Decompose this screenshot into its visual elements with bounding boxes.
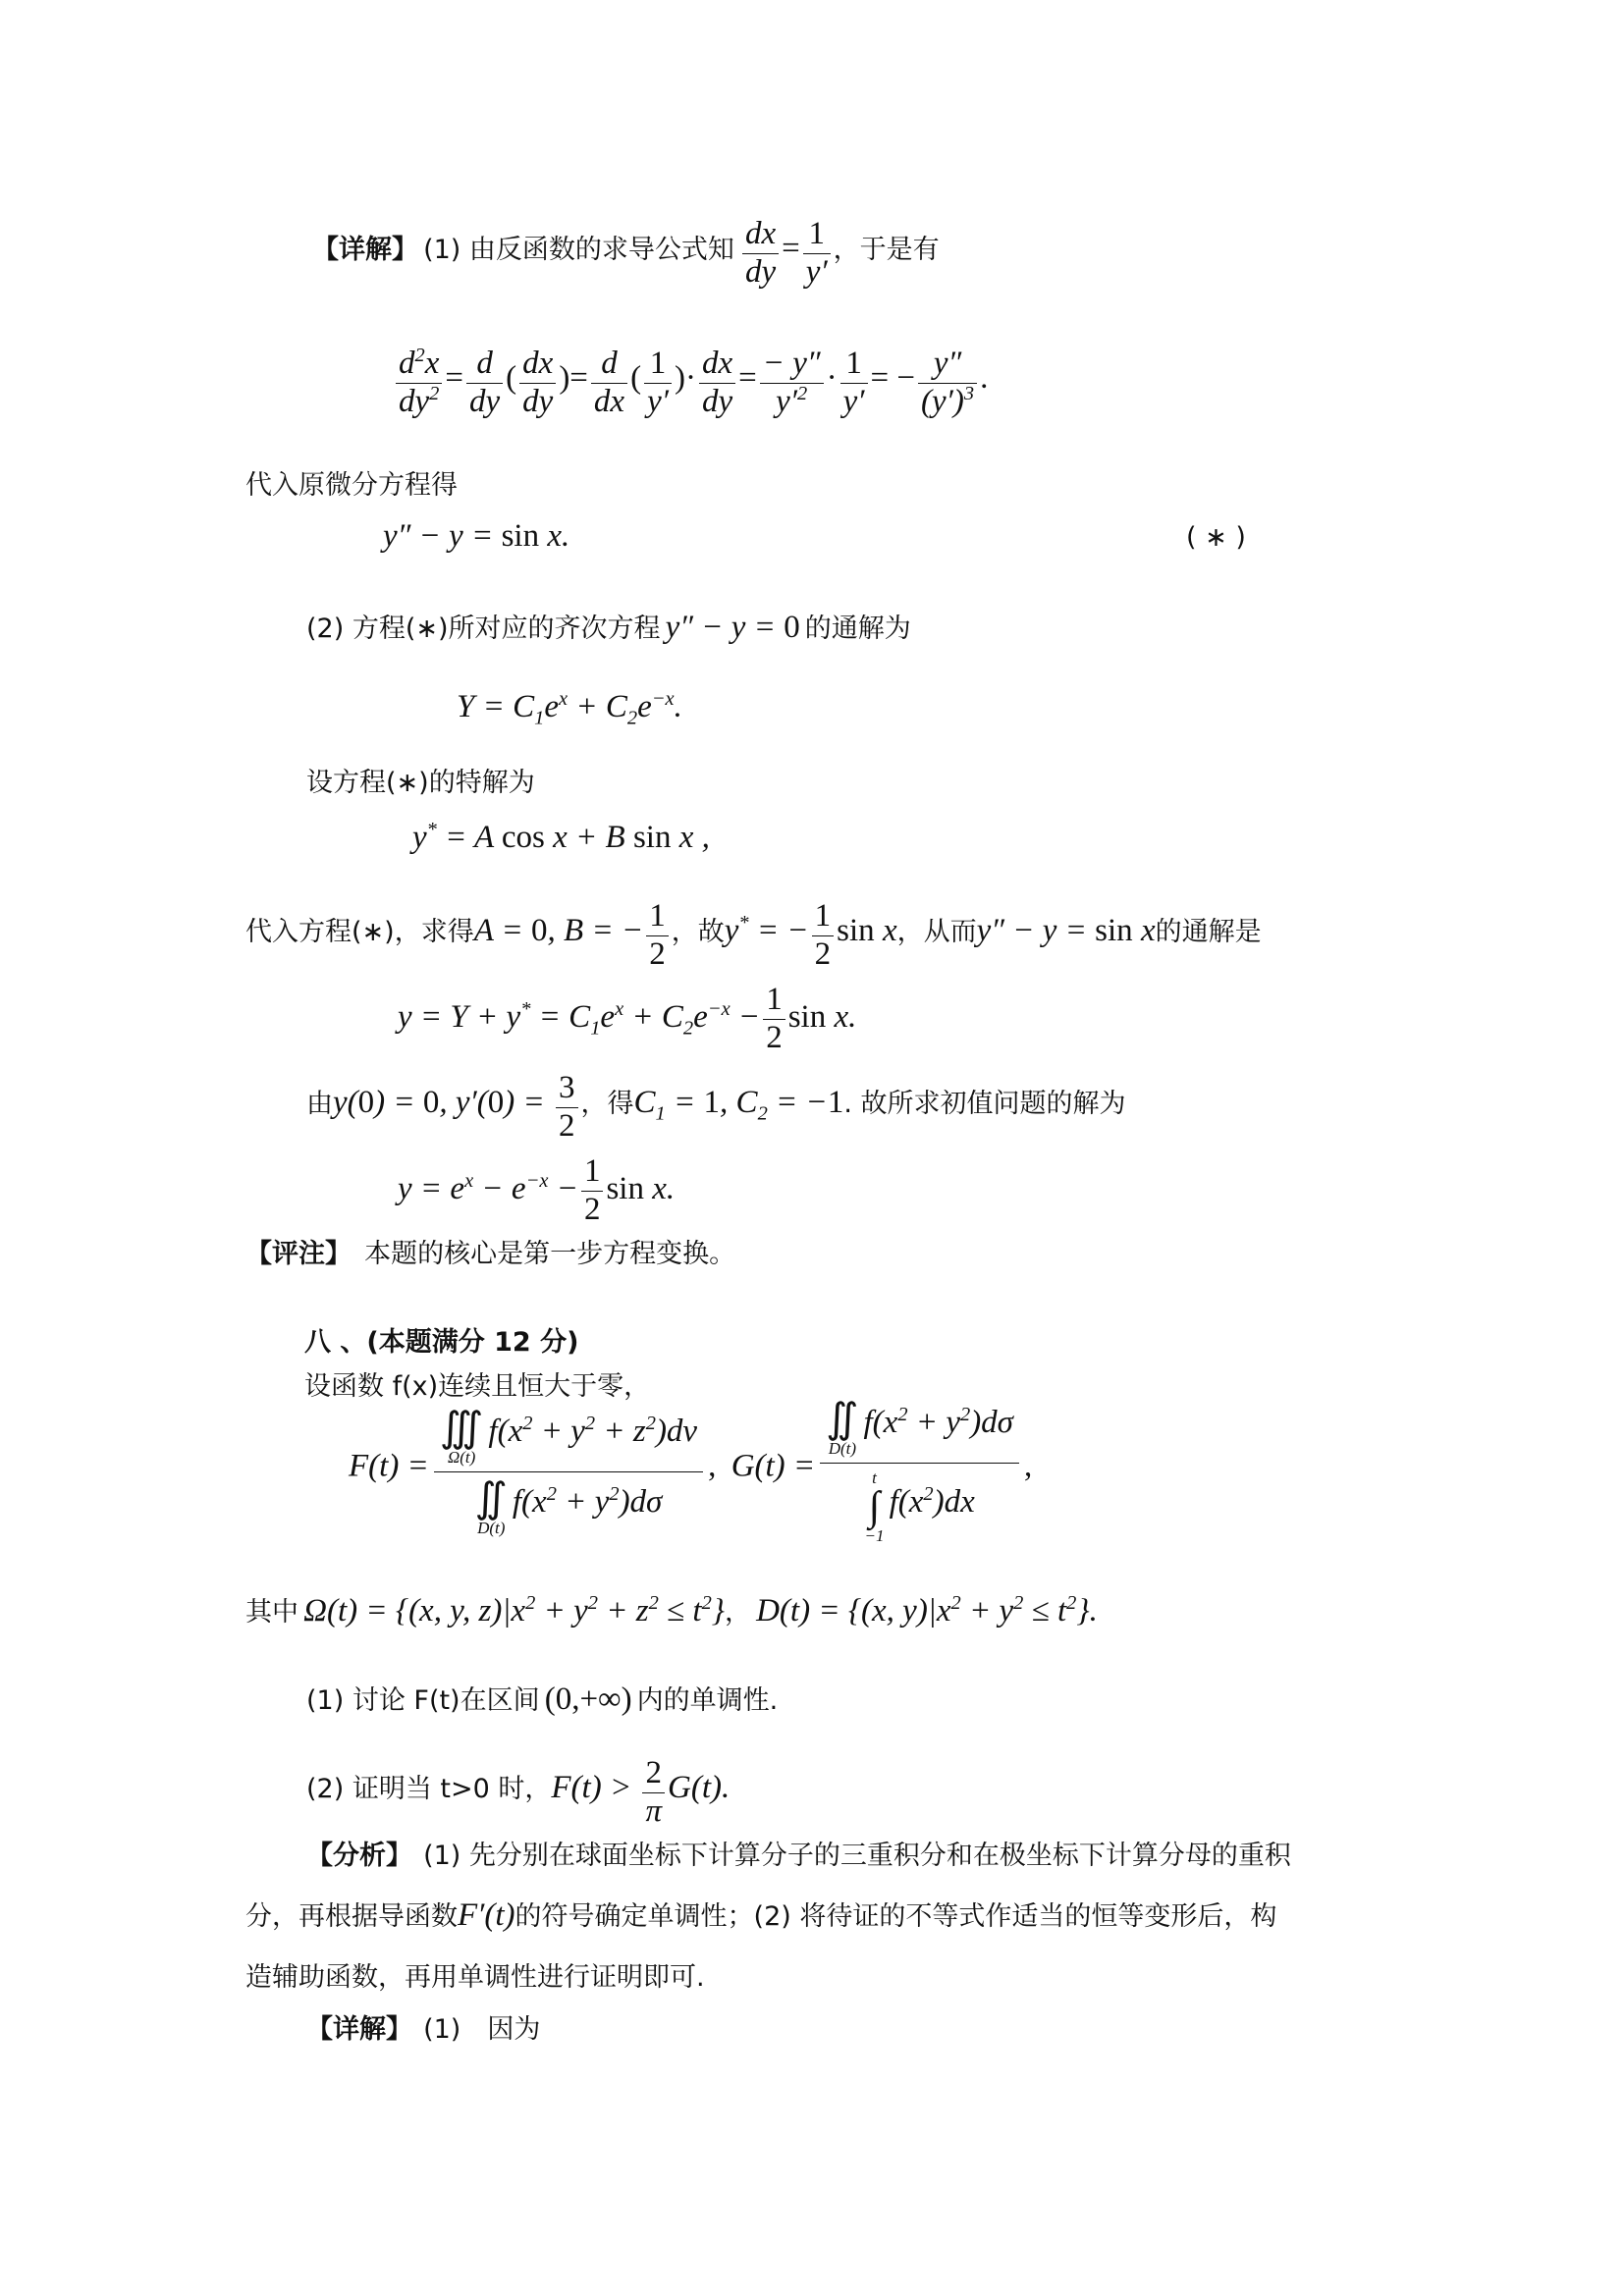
detail-tag: 【详解】 xyxy=(312,234,418,265)
text: (1) 由反函数的求导公式知 xyxy=(423,234,734,265)
formula-1-over-yprime: $\frac{1}{y'}$ xyxy=(803,216,831,292)
analysis-line-1: 【分析】 (1) 先分别在球面坐标下计算分子的三重积分和在极坐标下计算分母的重积 xyxy=(306,1841,1291,1871)
section-heading: 八 、(本题满分 12 分) xyxy=(304,1327,579,1358)
formula-dxdy: $\frac{dx}{dy}$ xyxy=(742,216,779,292)
paragraph-5: 由y(0) = 0, y′(0) = $\frac{3}{2}$ ，得$C_1 = 1$, $C_2 = -1$. 故所求初值问题的解为 xyxy=(306,1070,1126,1144)
text-substitute: 代入原微分方程得 xyxy=(245,470,458,501)
text-particular: 设方程(∗)的特解为 xyxy=(306,768,535,798)
text: ，于是有 xyxy=(833,234,940,265)
analysis-line-2: 分，再根据导函数F′(t)的符号确定单调性；(2) 将待证的不等式作适当的恒等变形后，构 xyxy=(245,1897,1277,1933)
domain-definitions: 其中 Ω(t) = {(x, y, $z)|x^2 + y^2 + z^2 \le t^2$}， D(t) = {(x, $y)|x^2 + y^2 \le t^2$}. xyxy=(245,1592,1098,1629)
detail-start: 【详解】 (1) 因为 xyxy=(306,2014,541,2045)
formula-F-G-definition: F(t) = ∭ Ω(t) $f(x^2 + y^2 + z^2)dv$ ∬ D(t) $f(x^2 + y^2)d\sigma$ , G(t) = ∬ D(t) $f(x^2 + y^2)d\sigma$ t ∫ −1 $f(x^2)dx$ , xyxy=(349,1397,1033,1545)
note: 【评注】 本题的核心是第一步方程变换。 xyxy=(245,1239,736,1269)
formula-ode: y″ − y = sin x. xyxy=(383,518,570,554)
equation-label-star: ( ∗ ) xyxy=(1186,522,1246,553)
formula-particular: y* = A cos x + B sin x , xyxy=(412,819,710,855)
analysis-line-3: 造辅助函数，再用单调性进行证明即可. xyxy=(245,1962,705,1993)
formula-second-derivative: $\frac{d^2x}{dy^2}$ = $\frac{d}{dy}$ ( $\frac{dx}{dy}$ )= $\frac{d}{dx}$ ( $\frac{1}{y'}$ )· $\frac{dx}{dy}$ = $\frac{- y''}{y'^2}$ · $\frac{1}{y'}$ = − $\frac{y''}{(y')^3}$ . xyxy=(393,346,988,421)
detail-paragraph-1: 【详解】 (1) 由反函数的求导公式知 $\frac{dx}{dy}$ = $\frac{1}{y'}$ ，于是有 xyxy=(312,216,940,290)
question-1: (1) 讨论 F(t)在区间 (0,+∞) 内的单调性. xyxy=(306,1682,779,1717)
paragraph-2: (2) 方程(∗)所对应的齐次方程 y″ − y = 0 的通解为 xyxy=(306,610,911,645)
paragraph-4: 代入方程(∗)，求得A = 0, B = − $\frac{1}{2}$ ，故y* = − $\frac{1}{2}$ sin x，从而y″ − y = sin x的通解是 xyxy=(245,898,1262,972)
formula-general-solution: $y = Y + y^* = C_1e^x + C_2e^{-x}$ − $\frac{1}{2}$ sin x. xyxy=(398,982,857,1055)
formula-homogeneous-solution: $Y = C_1e^x + C_2e^{-x}$. xyxy=(457,688,682,729)
question-2: (2) 证明当 t>0 时，F(t) > $\frac{2}{\pi}$ G(t). xyxy=(306,1755,731,1829)
formula-final-solution: $y = e^x - e^{-x}$ − $\frac{1}{2}$ sin x. xyxy=(398,1153,676,1227)
section-intro: 设函数 f(x)连续且恒大于零， xyxy=(304,1371,651,1402)
